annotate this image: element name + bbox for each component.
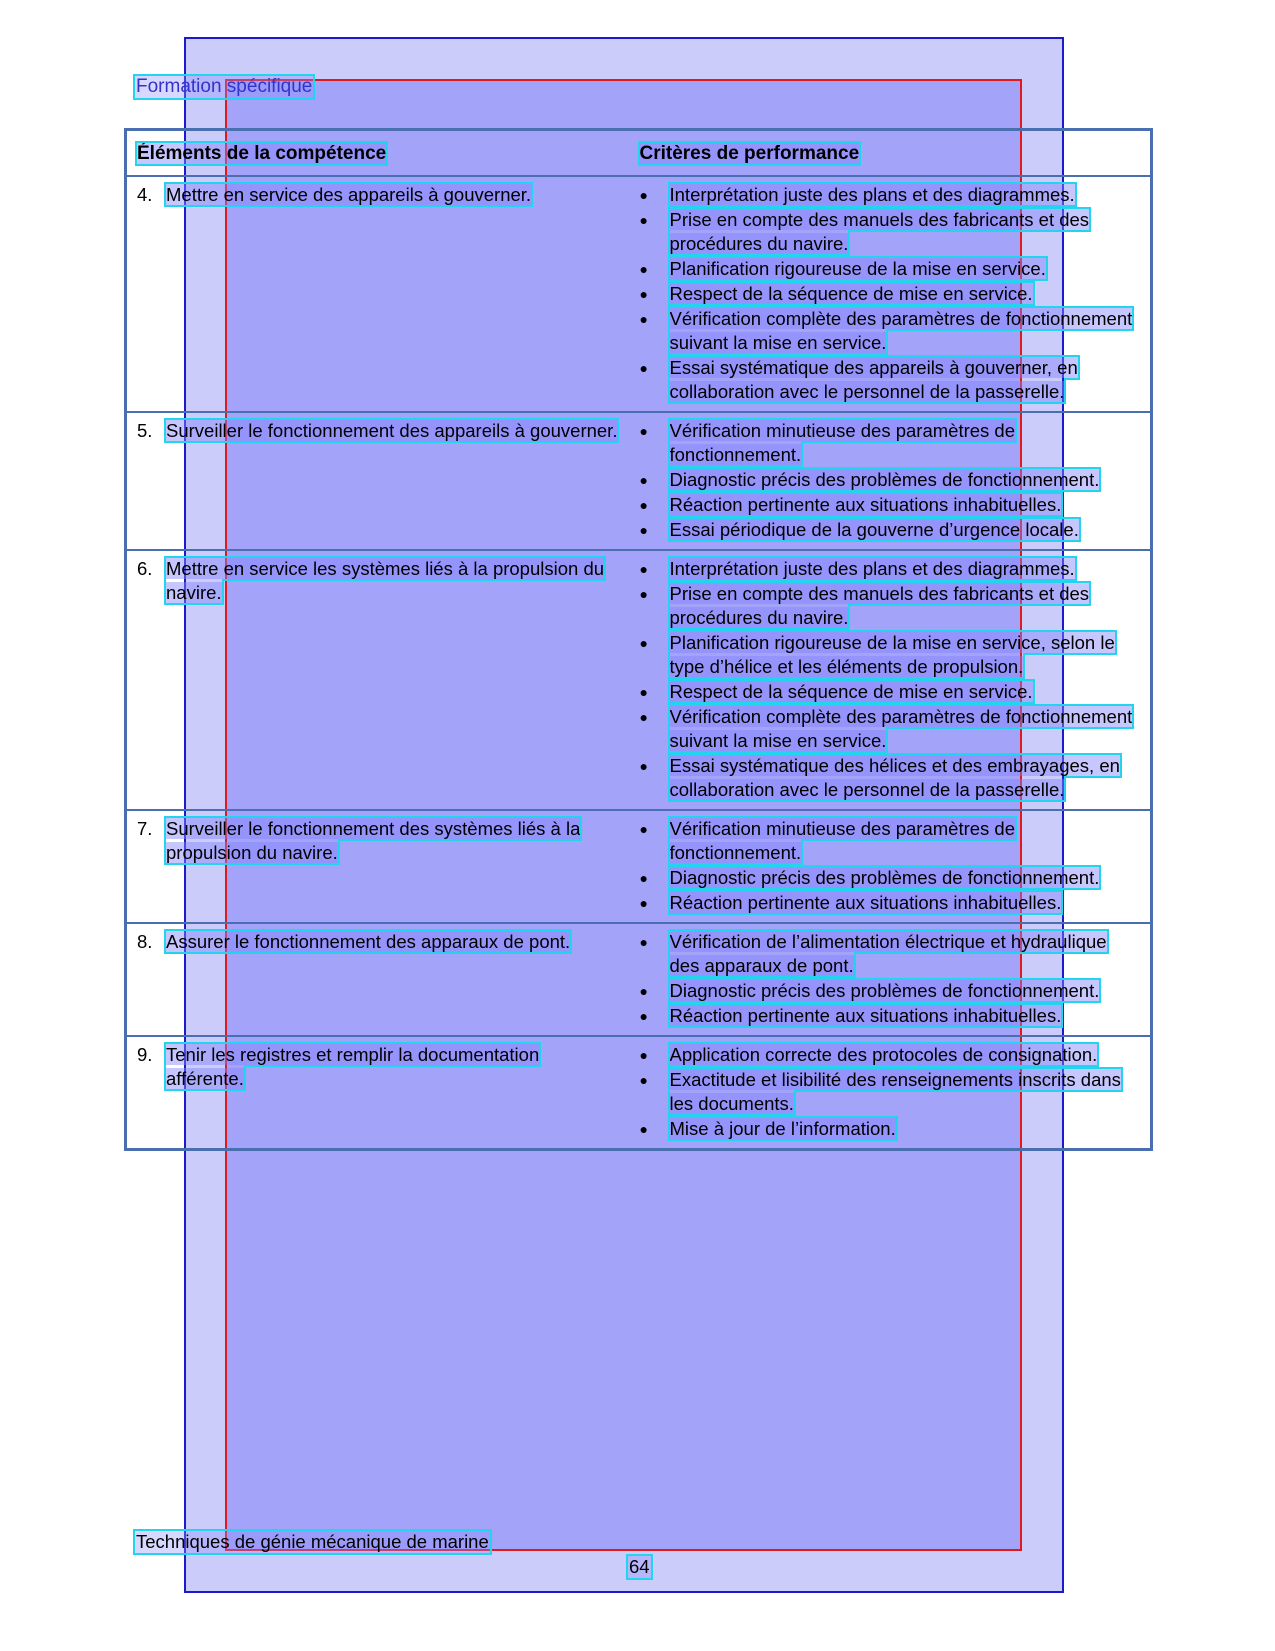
- criteria-text-content: Diagnostic précis des problèmes de fonctionnement.: [669, 469, 1100, 490]
- criteria-text: [670, 1117, 1151, 1141]
- criteria-list: [640, 817, 1151, 915]
- criteria-text-content: Mise à jour de l’information.: [669, 1118, 896, 1139]
- element-number: 6.: [137, 558, 153, 579]
- criteria-text-content: Respect de la séquence de mise en service.: [669, 283, 1033, 304]
- element-number: 5.: [137, 420, 153, 441]
- bullet-icon: ●: [639, 1008, 648, 1024]
- criteria-cell: [630, 1036, 1152, 1150]
- element-number: 9.: [137, 1044, 153, 1065]
- element-text-content: Assurer le fonctionnement des apparaux de pont.: [166, 931, 571, 952]
- element-item: [137, 557, 630, 605]
- element-text-content: Mettre en service des appareils à gouverner.: [166, 184, 532, 205]
- page-footer: Techniques de génie mécanique de marine: [136, 1531, 489, 1552]
- bullet-icon: ●: [639, 1072, 648, 1088]
- element-cell: [126, 176, 630, 412]
- element-text: [166, 930, 570, 954]
- criteria-text-content: Essai périodique de la gouverne d’urgence locale.: [669, 519, 1079, 540]
- element-text-content: Surveiller le fonctionnement des appareils à gouverner.: [166, 420, 618, 441]
- bullet-icon: ●: [639, 684, 648, 700]
- criteria-text-content: Diagnostic précis des problèmes de fonctionnement.: [669, 980, 1100, 1001]
- element-cell: [126, 1036, 630, 1150]
- criteria-text-content: Vérification complète des paramètres de fonctionnement suivant la mise en service.: [669, 706, 1133, 751]
- element-cell: [126, 412, 630, 550]
- criteria-text-content: Planification rigoureuse de la mise en service, selon le type d’hélice et les éléments de propulsion.: [669, 632, 1115, 677]
- element-item: [137, 1043, 630, 1091]
- element-text: [166, 183, 531, 207]
- bullet-icon: ●: [639, 895, 648, 911]
- criteria-item: [640, 631, 1151, 679]
- criteria-item: [640, 754, 1151, 802]
- criteria-text: [670, 282, 1151, 306]
- criteria-item: [640, 557, 1151, 581]
- criteria-item: [640, 307, 1151, 355]
- bullet-icon: ●: [639, 360, 648, 376]
- criteria-item: [640, 866, 1151, 890]
- criteria-text-content: Vérification minutieuse des paramètres de fonctionnement.: [669, 420, 1016, 465]
- criteria-text: [670, 866, 1151, 890]
- criteria-text: [670, 680, 1151, 704]
- criteria-text-content: Réaction pertinente aux situations inhabituelles.: [669, 892, 1062, 913]
- criteria-cell: [630, 412, 1152, 550]
- bullet-icon: ●: [639, 821, 648, 837]
- criteria-text: [670, 183, 1151, 207]
- criteria-item: [640, 680, 1151, 704]
- competence-table: [124, 128, 1153, 1151]
- criteria-text: [670, 754, 1151, 802]
- element-text-content: Surveiller le fonctionnement des systèmes liés à la propulsion du navire.: [166, 818, 581, 863]
- element-text-content: Mettre en service les systèmes liés à la propulsion du navire.: [166, 558, 605, 603]
- criteria-list: [640, 557, 1151, 802]
- criteria-item: [640, 518, 1151, 542]
- element-item: [137, 817, 630, 865]
- criteria-text: [670, 705, 1151, 753]
- criteria-text-content: Essai systématique des hélices et des embrayages, en collaboration avec le personnel de la passerelle.: [669, 755, 1120, 800]
- bullet-icon: ●: [639, 561, 648, 577]
- criteria-item: [640, 1043, 1151, 1067]
- criteria-list: [640, 183, 1151, 404]
- criteria-text: [670, 493, 1151, 517]
- criteria-item: [640, 979, 1151, 1003]
- criteria-text-content: Vérification complète des paramètres de fonctionnement suivant la mise en service.: [669, 308, 1133, 353]
- column-header-elements: Éléments de la compétence: [126, 130, 630, 177]
- criteria-item: [640, 582, 1151, 630]
- criteria-text: [670, 468, 1151, 492]
- bullet-icon: ●: [639, 870, 648, 886]
- element-cell: [126, 550, 630, 810]
- table-row: [126, 412, 1152, 550]
- element-text-content: Tenir les registres et remplir la documentation afférente.: [166, 1044, 540, 1089]
- table-header-row: [126, 130, 1152, 177]
- criteria-cell: [630, 810, 1152, 923]
- criteria-text: [670, 307, 1151, 355]
- column-header-criteria: Critères de performance: [630, 130, 1152, 177]
- bullet-icon: ●: [639, 286, 648, 302]
- criteria-item: [640, 930, 1151, 978]
- page-number: 64: [629, 1556, 650, 1577]
- criteria-cell: [630, 923, 1152, 1036]
- table-row: [126, 550, 1152, 810]
- criteria-cell: [630, 176, 1152, 412]
- criteria-text-content: Interprétation juste des plans et des diagrammes.: [669, 558, 1075, 579]
- bullet-icon: ●: [639, 934, 648, 950]
- bullet-icon: ●: [639, 709, 648, 725]
- element-cell: [126, 810, 630, 923]
- criteria-item: [640, 1117, 1151, 1141]
- criteria-text: [670, 1004, 1151, 1028]
- criteria-item: [640, 183, 1151, 207]
- criteria-text-content: Diagnostic précis des problèmes de fonctionnement.: [669, 867, 1100, 888]
- criteria-item: [640, 1004, 1151, 1028]
- element-text: [166, 1043, 622, 1091]
- element-cell: [126, 923, 630, 1036]
- criteria-item: [640, 468, 1151, 492]
- criteria-text: [670, 930, 1151, 978]
- bullet-icon: ●: [639, 187, 648, 203]
- bullet-icon: ●: [639, 423, 648, 439]
- element-text: [166, 419, 617, 443]
- criteria-item: [640, 257, 1151, 281]
- element-text: [166, 557, 622, 605]
- criteria-text: [670, 817, 1151, 865]
- bullet-icon: ●: [639, 1121, 648, 1137]
- criteria-text-content: Planification rigoureuse de la mise en service.: [669, 258, 1046, 279]
- criteria-text: [670, 208, 1151, 256]
- criteria-cell: [630, 550, 1152, 810]
- criteria-item: [640, 356, 1151, 404]
- criteria-item: [640, 1068, 1151, 1116]
- element-number: 7.: [137, 818, 153, 839]
- criteria-text: [670, 257, 1151, 281]
- page-header: Formation spécifique: [136, 76, 313, 97]
- criteria-list: [640, 1043, 1151, 1141]
- criteria-text: [670, 582, 1151, 630]
- criteria-text: [670, 891, 1151, 915]
- table-row: [126, 1036, 1152, 1150]
- element-number: 4.: [137, 184, 153, 205]
- bullet-icon: ●: [639, 472, 648, 488]
- table-row: [126, 923, 1152, 1036]
- bullet-icon: ●: [639, 635, 648, 651]
- criteria-text-content: Prise en compte des manuels des fabricants et des procédures du navire.: [669, 209, 1090, 254]
- criteria-text-content: Réaction pertinente aux situations inhabituelles.: [669, 494, 1062, 515]
- element-item: [137, 419, 630, 443]
- criteria-text: [670, 1043, 1151, 1067]
- element-text: [166, 817, 622, 865]
- criteria-text: [670, 631, 1151, 679]
- criteria-text-content: Essai systématique des appareils à gouverner, en collaboration avec le personnel de la passerelle.: [669, 357, 1078, 402]
- criteria-text: [670, 1068, 1151, 1116]
- table-body: [126, 176, 1152, 1150]
- criteria-item: [640, 419, 1151, 467]
- bullet-icon: ●: [639, 311, 648, 327]
- criteria-text-content: Vérification minutieuse des paramètres de fonctionnement.: [669, 818, 1016, 863]
- bullet-icon: ●: [639, 522, 648, 538]
- criteria-text-content: Prise en compte des manuels des fabricants et des procédures du navire.: [669, 583, 1090, 628]
- criteria-text-content: Vérification de l’alimentation électrique et hydraulique des apparaux de pont.: [669, 931, 1107, 976]
- criteria-text-content: Réaction pertinente aux situations inhabituelles.: [669, 1005, 1062, 1026]
- element-number: 8.: [137, 931, 153, 952]
- criteria-text: [670, 419, 1151, 467]
- bullet-icon: ●: [639, 497, 648, 513]
- bullet-icon: ●: [639, 983, 648, 999]
- bullet-icon: ●: [639, 212, 648, 228]
- bullet-icon: ●: [639, 758, 648, 774]
- criteria-text: [670, 356, 1151, 404]
- element-item: [137, 930, 630, 954]
- criteria-text: [670, 557, 1151, 581]
- bullet-icon: ●: [639, 586, 648, 602]
- criteria-item: [640, 282, 1151, 306]
- criteria-text-content: Application correcte des protocoles de consignation.: [669, 1044, 1098, 1065]
- criteria-text-content: Respect de la séquence de mise en service.: [669, 681, 1033, 702]
- bullet-icon: ●: [639, 1047, 648, 1063]
- bullet-icon: ●: [639, 261, 648, 277]
- criteria-item: [640, 705, 1151, 753]
- criteria-item: [640, 891, 1151, 915]
- criteria-item: [640, 493, 1151, 517]
- criteria-item: [640, 208, 1151, 256]
- criteria-text-content: Exactitude et lisibilité des renseignements inscrits dans les documents.: [669, 1069, 1121, 1114]
- criteria-text: [670, 518, 1151, 542]
- criteria-list: [640, 930, 1151, 1028]
- criteria-text: [670, 979, 1151, 1003]
- table-row: [126, 810, 1152, 923]
- table-row: [126, 176, 1152, 412]
- element-item: [137, 183, 630, 207]
- criteria-text-content: Interprétation juste des plans et des diagrammes.: [669, 184, 1075, 205]
- criteria-item: [640, 817, 1151, 865]
- criteria-list: [640, 419, 1151, 542]
